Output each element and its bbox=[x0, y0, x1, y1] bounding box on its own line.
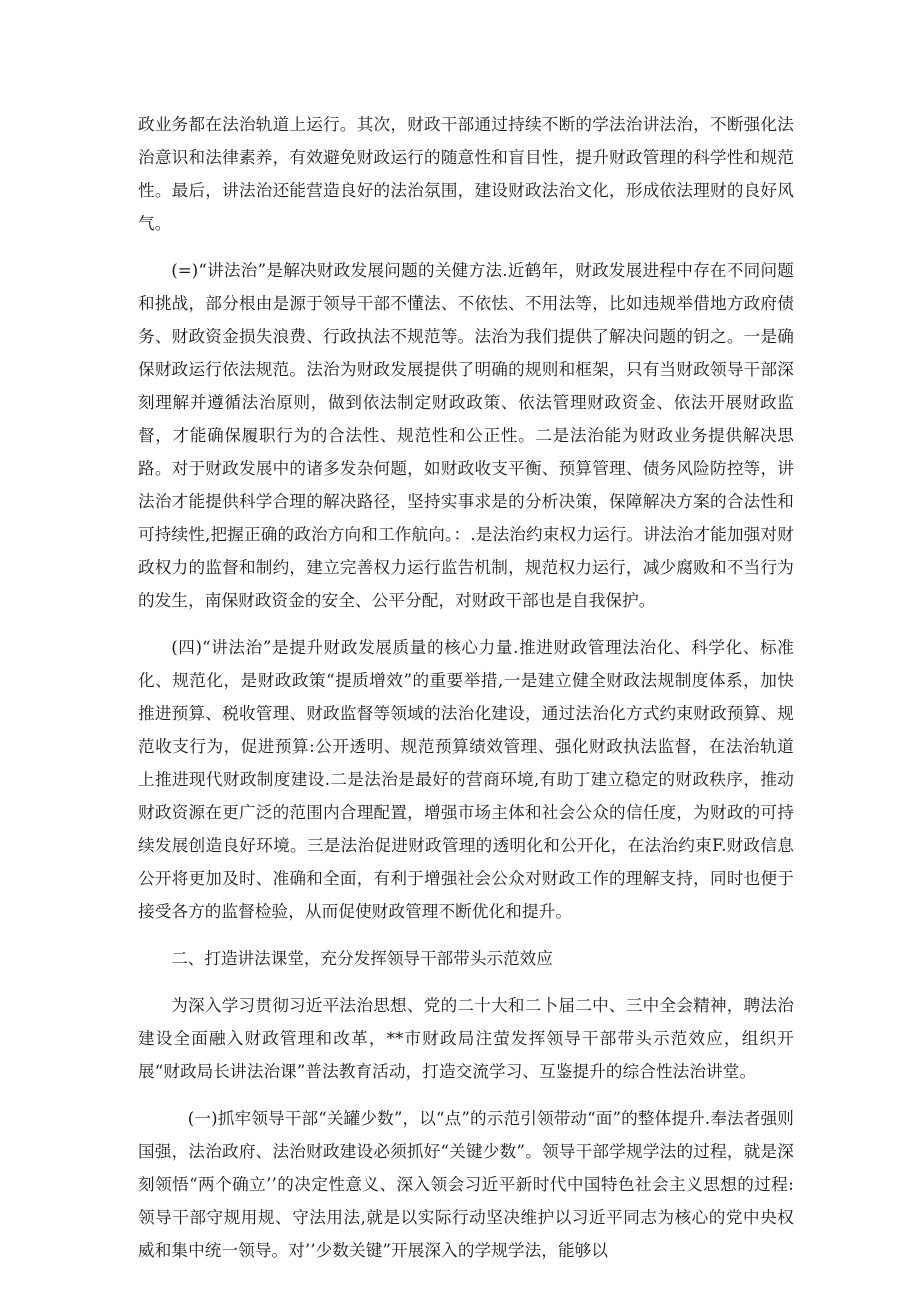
paragraph-2: (=)“讲法治”是解决财政发展问题的关健方法.近鹤年，财政发展进程中存在不同问题和挑战，部分根由是源于领导干部不懂法、不依怯、不用法等，比如违规举借地方政府债务、财政资金损失浪费、行政执法不规范等。法治为我们提供了解决问题的钥之。一是确保财政运行依法规范。法治为财政发展提供了明确的规则和框架，只有当财政领导干部深刻理解并遵循法治原则，做到依法制定财政政策、依法管理财政资金、依法开展财政监督，才能确保履职行为的合法性、规范性和公正性。二是法治能为财政业务提供解决思路。对于财政发展中的诸多发杂何题，如财政收支平衡、预算管理、债务风险防控等，讲法治才能提供科学合理的解决路径，坚持实事求是的分析决策，保障解决方案的合法性和可持续性,把握正确的政治方向和工作航向。：.是法治约束权力运行。讲法治才能加强对财政权力的监督和制约，建立完善权力运行监告机制，规范权力运行，减少腐败和不当行为的发生，南保财政资金的安全、公平分配，对财政干部也是自我保护。 bbox=[138, 261, 794, 610]
section-heading: 二、打造讲法课堂，充分发挥领导干部带头示范效应 bbox=[171, 949, 553, 968]
document-page bbox=[138, 108, 794, 1281]
paragraph-3: (四)“讲法治”是提升财政发展质量的核心力量.推进财政管理法治化、科学化、标准化、规范化，是财政政策“提质增效”的重要举措,一是建立健全财政法规制度体系，加快推进预算、税收管理、财政监督等领域的法治化建设，通过法治化方式约束财政预算、规范收支行为，促进预算:公开透明、规范预算绩效管理、强化财政执法监督，在法治轨道上推进现代财政制度建设.二是法治是最好的营商环境,有助丁建立稳定的财政秩序，推动财政资源在更广泛的范围内合理配置，增强市场主体和社会公众的信任度，为财政的可持续发展创造良好环境。三是法治促进财政管理的透明化和公开化，在法治约束F.财政信息公开将更加及时、准确和全面，有利于增强社会公众对财政工作的理解支持，同时也便于接受各方的监督检验，从而促使财政管理不断优化和提升。 bbox=[138, 638, 794, 921]
paragraph-6: (一)抓牢领导干部“关罐少数”，以“点”的示范引领带动“面”的整体提升.奉法者强则国强，法治政府、法治财政建设必须抓好“关键少数”。领导干部学规学法的过程，就是深刻领悟“两个确立’’的决定性意义、深入领会习近平新时代中国特色社会主义思想的过程:领导干部守规用规、守法用法,就是以实际行动坚决维护以习近平同志为核心的党中央权威和集中统一领导。对’’少数关键”开展深入的学规学法，能够以 bbox=[138, 1109, 794, 1260]
paragraph-5: 为深入学习贯彻习近平法治思想、党的二十大和二卜届二中、三中全会精神，聘法治建设全面融入财政管理和改革，**市财政局注萤发挥领导干部带头示范效应，组织开展“财政局长讲法治课”普法教育活动，打造交流学习、互鉴提升的综合性法治讲堂。 bbox=[138, 996, 794, 1081]
paragraph-1: 政业务都在法治轨道上运行。其次，财政干部通过持续不断的学法治讲法治，不断强化法治意识和法律素养，有效避免财政运行的随意性和盲目性，提升财政管理的科学性和规范性。最后，讲法治还能营造良好的法治氛围，建设财政法治文化，形成依法理财的良好风气。 bbox=[138, 115, 794, 233]
